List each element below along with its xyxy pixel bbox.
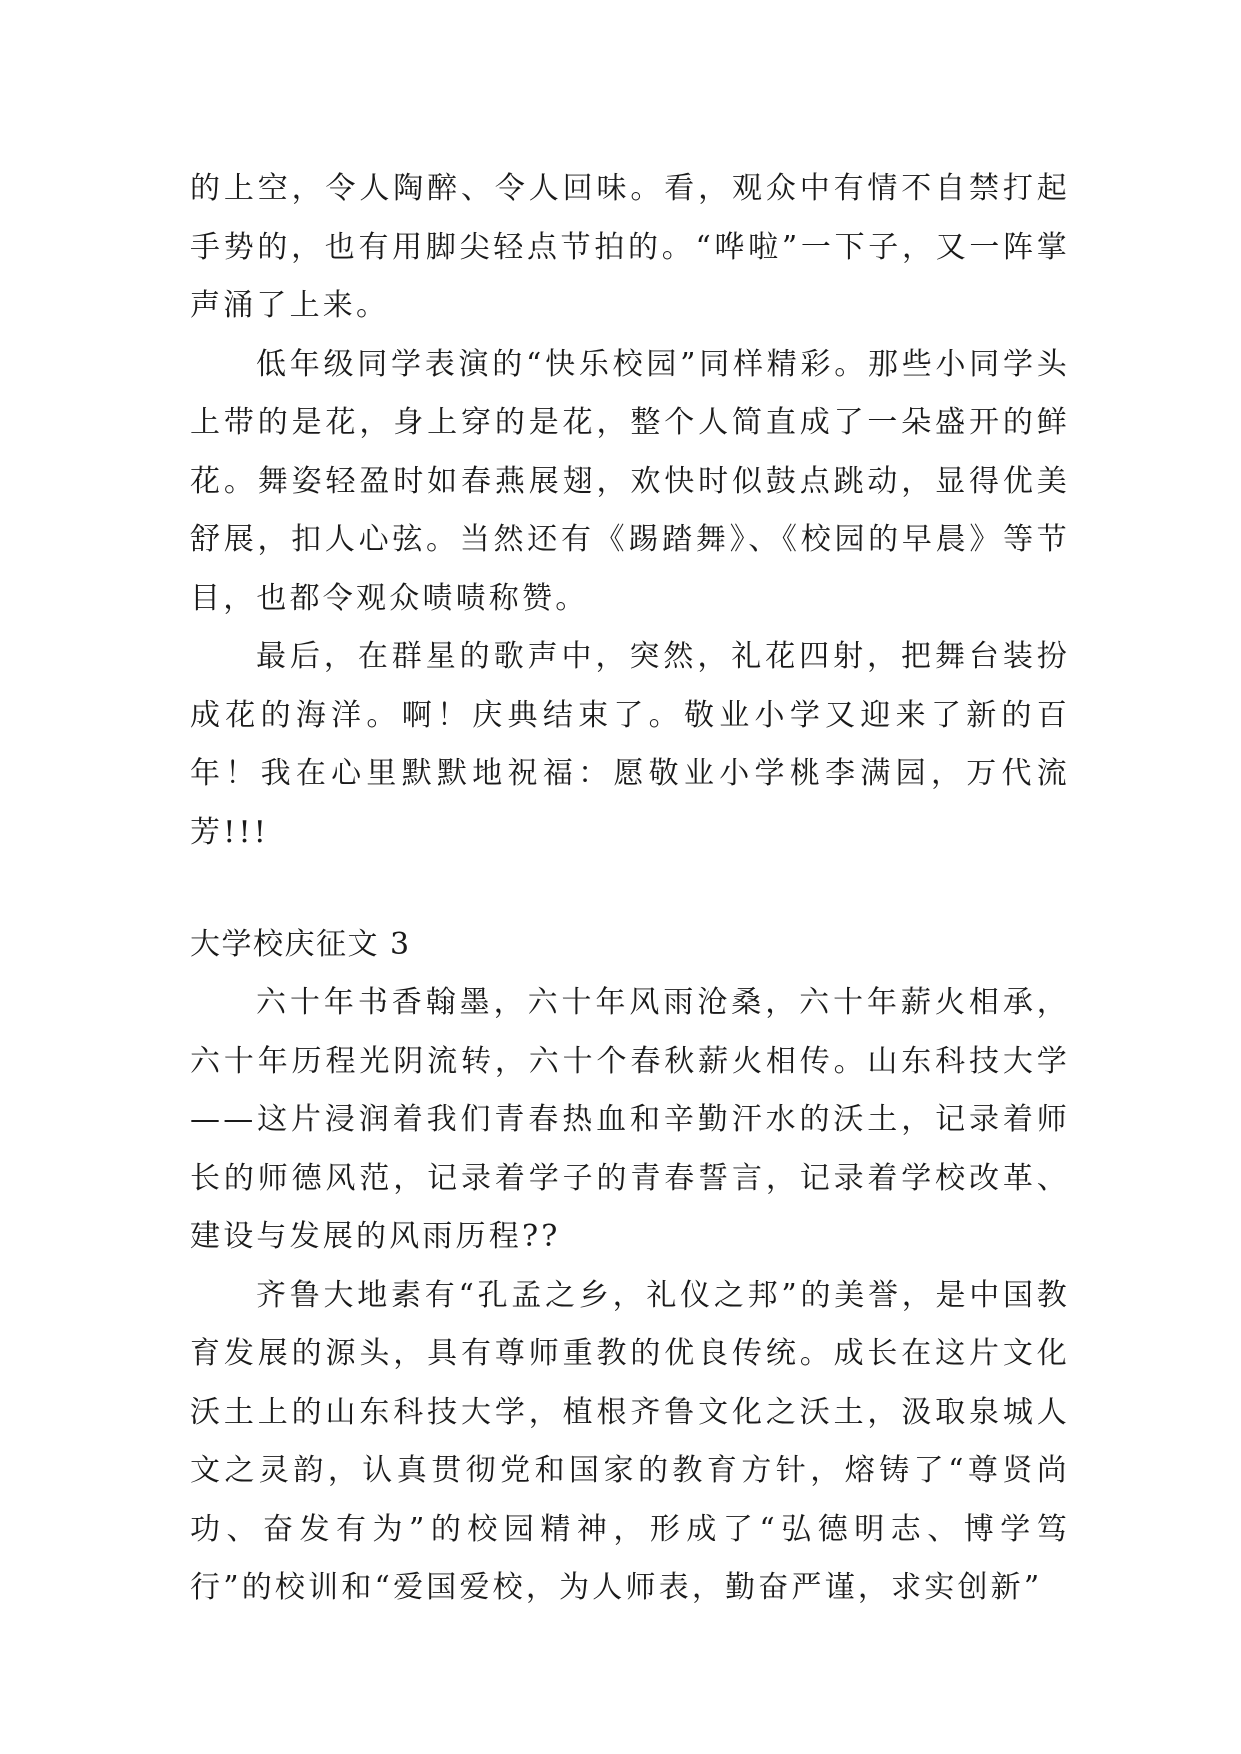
section-spacer xyxy=(190,862,1070,916)
body-paragraph-finale: 最后，在群星的歌声中，突然，礼花四射，把舞台装扮成花的海洋。啊！庆典结束了。敬业小学又迎来了新的百年！我在心里默默地祝福：愿敬业小学桃李满园，万代流芳!!! xyxy=(190,639,1070,850)
essay-title: 大学校庆征文 3 xyxy=(190,927,411,962)
body-paragraph-performance: 低年级同学表演的“快乐校园”同样精彩。那些小同学头上带的是花，身上穿的是花，整个人简直成了一朵盛开的鲜花。舞姿轻盈时如春燕展翅，欢快时似鼓点跳动，显得优美舒展，扣人心弦。当然还有《踢踏舞》、《校园的早晨》等节目，也都令观众啧啧称赞。 xyxy=(190,346,1070,616)
body-paragraph-qilu: 齐鲁大地素有“孔孟之乡，礼仪之邦”的美誉，是中国教育发展的源头，具有尊师重教的优良传统。成长在这片文化沃土上的山东科技大学，植根齐鲁文化之沃土，汲取泉城人文之灵韵，认真贯彻党和国家的教育方针，熔铸了“尊贤尚功、奋发有为”的校园精神，形成了“弘德明志、博学笃行”的校训和“爱国爱校，为人师表，勤奋严谨，求实创新” xyxy=(190,1277,1070,1605)
body-paragraph-continuation: 的上空，令人陶醉、令人回味。看，观众中有情不自禁打起手势的，也有用脚尖轻点节拍的。“哗啦”一下子，又一阵掌声涌了上来。 xyxy=(190,171,1070,323)
document-body xyxy=(190,160,1070,1618)
body-paragraph-sixty-years: 六十年书香翰墨，六十年风雨沧桑，六十年薪火相承，六十年历程光阴流转，六十个春秋薪火相传。山东科技大学——这片浸润着我们青春热血和辛勤汗水的沃土，记录着师长的师德风范，记录着学子的青春誓言，记录着学校改革、建设与发展的风雨历程?? xyxy=(190,985,1070,1254)
